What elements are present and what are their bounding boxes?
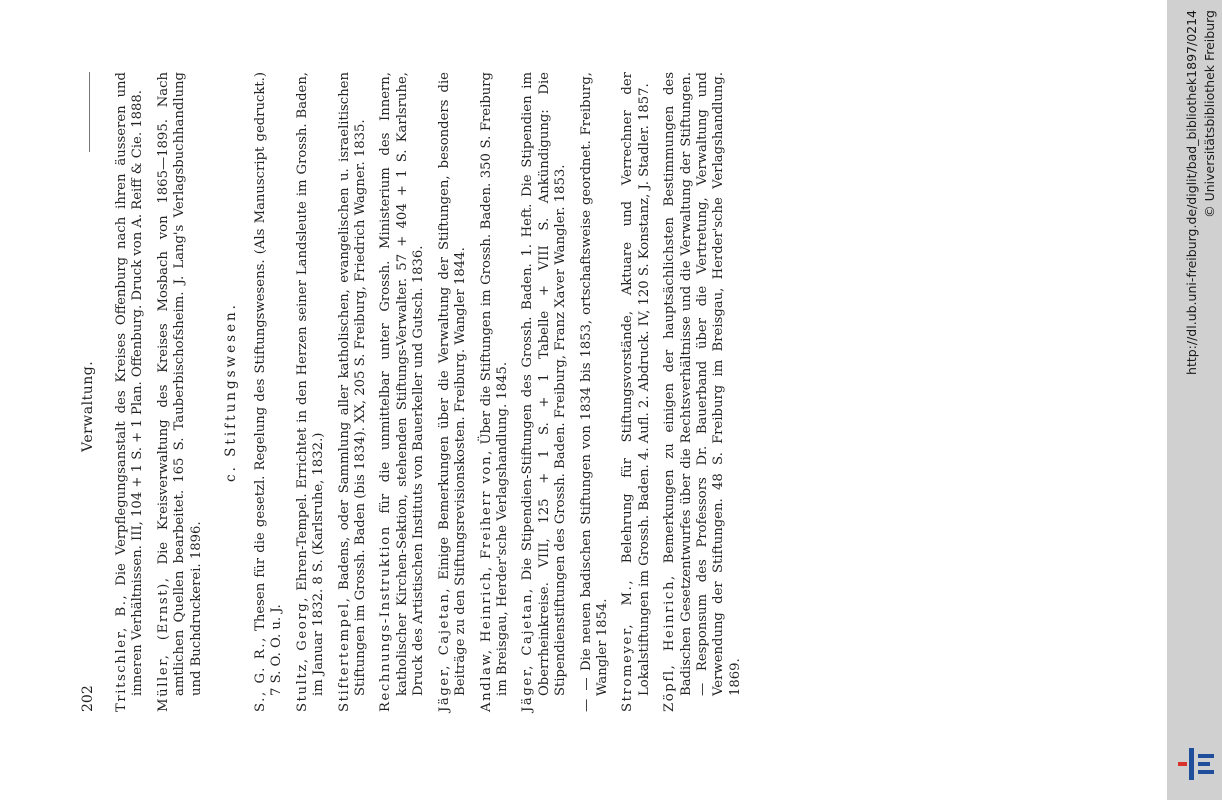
bibliography-entry [337,72,370,712]
entry-text: Die Kreisverwaltung des Kreises Mosbach von 1865—1895. Nach amtlichen Quellen bearbeitet. 165 S. Tauberbischofsheim. J. Lang's Verlagsbuchhandlung und Buchdruckerei. 1896. [155,72,204,696]
entries-top [114,72,205,712]
bibliography-entry [295,72,328,712]
header-rule [89,72,90,152]
logo-bar-middle [1178,762,1187,766]
running-title: Verwaltung. [80,360,96,452]
entry-author: Stiftertempel, [336,596,352,712]
entry-author: Andlaw, Heinrich, Freiherr von, [478,449,494,712]
entry-text: Badens, oder Sammlung aller katholischen, evangelischen u. israelitischen Stiftungen im Grossh. Baden (bis 1834). XX, 205 S. Freiburg, Friedrich Wagner. 1835. [336,72,369,696]
bibliography-entry [437,72,470,712]
entry-text: Einige Bemerkungen über die Verwaltung der Stiftungen, besonders die Beiträge zu den Stiftungsrevisionskosten. Freiburg. Wangler 1844. [436,72,469,696]
permalink-url[interactable]: http://dl.ub.uni-freiburg.de/diglit/bad_bibliothek1897/0214 [1184,10,1199,375]
entry-author: Stultz, Georg, [294,595,310,712]
bibliography-entry [378,72,427,712]
logo-bar-vertical [1189,748,1194,780]
entries-main [253,72,744,712]
bibliography-entry [620,72,653,712]
entry-author: Müller, (Ernst), [155,576,171,712]
entry-author: S., G. R., [253,636,269,712]
bibliography-entry [479,72,512,712]
ub-freiburg-logo-icon [1176,744,1216,784]
entry-author: Zöpfl, Heinrich, [662,574,678,712]
entry-text: Thesen für die gesetzl. Regelung des Stiftungswesens. (Als Manuscript gedruckt.) 7 S. O. O. u. J. [253,71,285,696]
entry-text: Belehrung für Stiftungsvorstände, Aktuare und Verrechner der Lokalstiftungen im Grossh. Baden. 4. Aufl. 2. Abdruck. IV, 120 S. Konstanz, J. Stadler. 1857. [620,72,652,696]
entry-author: Jäger, Cajetan, [436,586,452,712]
entry-text: Die Verpflegungsanstalt des Kreises Offenburg nach ihren äusseren und inneren Verhältnissen. III, 104 + 1 S. + 1 Plan. Offenburg. Druck von A. Reiff & Cie. 1888. [114,72,146,696]
entry-author: Jäger, Cajetan, [520,587,536,712]
logo-bar-right [1198,762,1210,766]
bibliography-entry [156,72,205,712]
bibliography-entry [579,72,612,712]
entry-text: Die Stipendien-Stiftungen des Grossh. Baden. 1. Heft. Die Stipendien im Oberrheinkreise. VIII, 125 + 1 S. + 1 Tabelle + VIII S. Ankündigung: Die Stipendienstiftungen des Grossh. Baden. Freiburg, Franz Xaver Wangler. 1853. [520,72,569,696]
logo-bar-bottom [1198,770,1214,774]
entry-author: Rechnungs-Instruktion [378,525,394,712]
entry-text: Bemerkungen zu einigen der hauptsächlichsten Bestimmungen des Badischen Gesetzentwurfes über die Rechtsverhältnisse und die Verwaltung der Stiftungen. — Responsum des Professors Dr. Bauerband über die Vertretung, Verwaltung und Verwendung der Stiftungen. 48 S. Freiburg im Breisgau, Herder'sche Verlagshandlung. 1869. [662,72,743,696]
entry-text: für die unmittelbar unter Grossh. Ministerium des Innern, katholischer Kirchen-Sektion, stehenden Stiftungs-Verwalter. 57 + 404 + 1 S. Karlsruhe, Druck des Artistischen Instituts von Bauerkeller und Gutsch. 1836. [378,72,427,696]
entry-author: Tritschler, B., [114,593,129,712]
bibliography-entry [114,72,147,712]
bibliography-entry [520,72,569,712]
sidebar-text [1183,10,1219,790]
entry-author: Stromeyer, M., [620,578,636,712]
entry-text: Ehren-Tempel. Errichtet in den Herzen seiner Landsleute im Grossh. Baden, im Januar 1832. 8 S. (Karlsruhe, 1832.) [294,71,327,696]
bibliography-entry [662,72,744,712]
page-content [80,72,753,712]
bibliography-entry [253,72,286,712]
running-head [80,72,102,712]
entry-text: Die neuen badischen Stiftungen von 1834 bis 1853, ortschaftsweise geordnet. Freiburg, Wangler 1854. [578,72,610,696]
entry-text: Über die Stiftungen im Grossh. Baden. 350 S. Freiburg im Breisgau, Herder'sche Verlagshandlung. 1845. [478,72,510,696]
entry-author: — — [578,675,594,712]
copyright-notice: © Universitätsbibliothek Freiburg [1202,10,1217,218]
page-number: 202 [80,685,96,712]
section-heading: c. Stiftungswesen. [223,302,240,482]
logo-bar-top [1198,754,1214,758]
sidebar [1167,0,1222,800]
